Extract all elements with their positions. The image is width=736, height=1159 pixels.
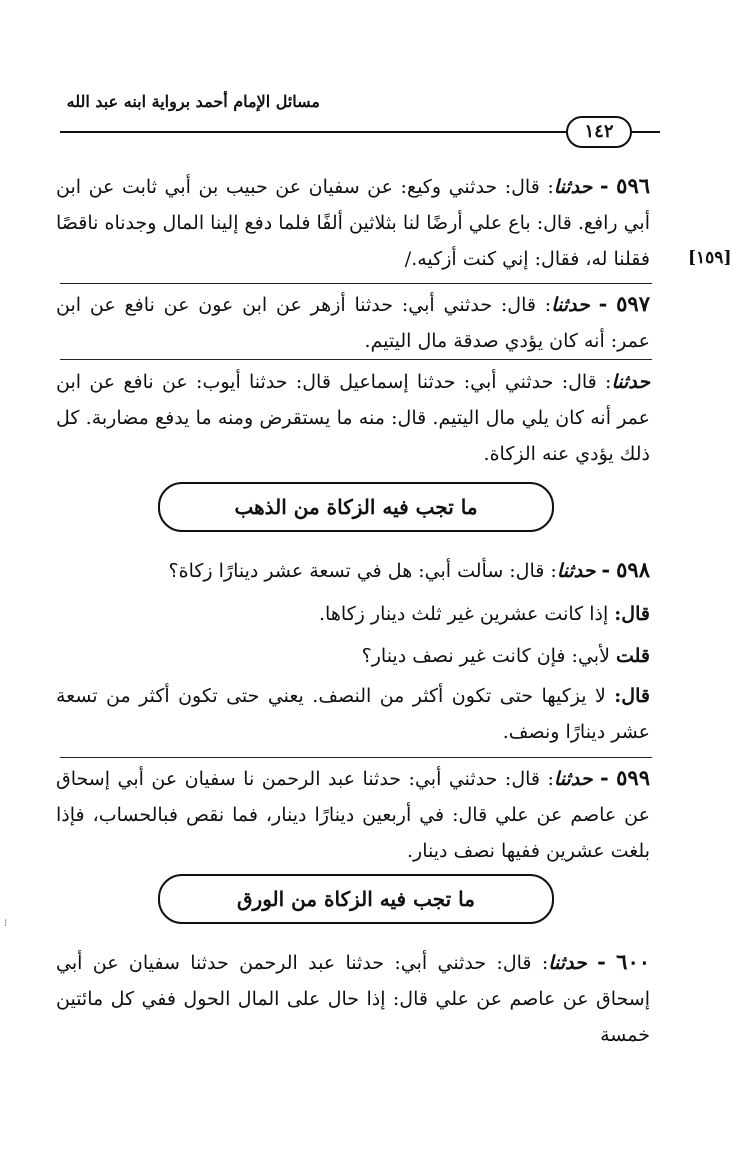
paragraph-600 [56, 944, 650, 1053]
hadith-number: ٥٩٧ [616, 291, 650, 316]
answer-label: قال: [614, 685, 650, 707]
dash: - [599, 173, 609, 198]
section-heading-silver: ما تجب فيه الزكاة من الورق [158, 874, 554, 924]
running-title: مسائل الإمام أحمد برواية ابنه عبد الله [66, 92, 320, 111]
paragraph-597b [56, 364, 650, 472]
dash: - [598, 291, 608, 316]
separator [60, 757, 652, 758]
page-number: ١٤٢ [566, 116, 632, 148]
answer-label: قال: [614, 603, 650, 625]
hadith-number: ٦٠٠ [616, 949, 651, 974]
paragraph-text: : قال: حدثني أبي: حدثنا إسماعيل قال: حدثنا أيوب: عن نافع عن ابن عمر أنه كان يلي مال اليتيم. قال: منه ما يستقرض ومنه ما يدفع مضاربة. كل ذلك يؤدي عنه الزكاة. [56, 371, 650, 465]
paragraph-text: : قال: حدثني وكيع: عن سفيان عن حبيب بن أبي ثابت عن ابن أبي رافع. قال: باع علي أرضًا لنا بثلاثين ألفًا فلما دفع إلينا المال وجدناه ناقصًا فقلنا له، فقال: إني كنت أزكيه./ [56, 176, 650, 270]
narration-keyword: حدثنا [611, 371, 650, 393]
paragraph-text: : قال: سألت أبي: هل في تسعة عشر دينارًا زكاة؟ [168, 560, 557, 582]
narration-keyword: حدثنا [551, 294, 590, 316]
side-reference: [١٥٩] [688, 248, 732, 268]
hadith-number: ٥٩٨ [616, 557, 650, 582]
answer-line-2 [56, 678, 650, 750]
narration-keyword: حدثنا [553, 176, 593, 198]
question-line-2 [56, 638, 650, 674]
separator [60, 359, 652, 360]
paragraph-598 [56, 552, 650, 589]
dash: - [597, 949, 606, 974]
edge-mark: ⁝ [4, 918, 8, 929]
answer-line-1 [56, 596, 650, 632]
hadith-number: ٥٩٦ [616, 173, 651, 198]
narration-keyword: حدثنا [556, 560, 596, 582]
section-heading-gold: ما تجب فيه الزكاة من الذهب [158, 482, 554, 532]
answer-text: لا يزكيها حتى تكون أكثر من النصف. يعني حتى تكون أكثر من تسعة عشر دينارًا ونصف. [56, 685, 650, 743]
paragraph-text: : قال: حدثني أبي: حدثنا أزهر عن ابن عون عن نافع عن ابن عمر: أنه كان يؤدي صدقة مال اليتيم. [56, 294, 650, 352]
paragraph-text: : قال: حدثني أبي: حدثنا عبد الرحمن نا سفيان عن أبي إسحاق عن عاصم عن علي قال: في أربعين دينارًا دينار، فما نقص فبالحساب، فإذا بلغت عشرين ففيها نصف دينار. [56, 768, 650, 862]
narration-keyword: حدثنا [553, 768, 593, 790]
dash: - [601, 557, 611, 582]
paragraph-597 [56, 286, 650, 359]
paragraph-596 [56, 168, 650, 277]
paragraph-text: : قال: حدثني أبي: حدثنا عبد الرحمن حدثنا سفيان عن أبي إسحاق عن عاصم عن علي قال: إذا حال على المال الحول ففي كل مائتين خمسة [56, 952, 650, 1046]
question-label: قلت [615, 645, 650, 667]
separator [60, 283, 652, 284]
answer-text: إذا كانت عشرين غير ثلث دينار زكاها. [319, 603, 615, 625]
dash: - [599, 765, 609, 790]
hadith-number: ٥٩٩ [616, 765, 650, 790]
paragraph-599 [56, 760, 650, 869]
question-text: لأبي: فإن كانت غير نصف دينار؟ [361, 645, 616, 667]
narration-keyword: حدثنا [548, 952, 587, 974]
